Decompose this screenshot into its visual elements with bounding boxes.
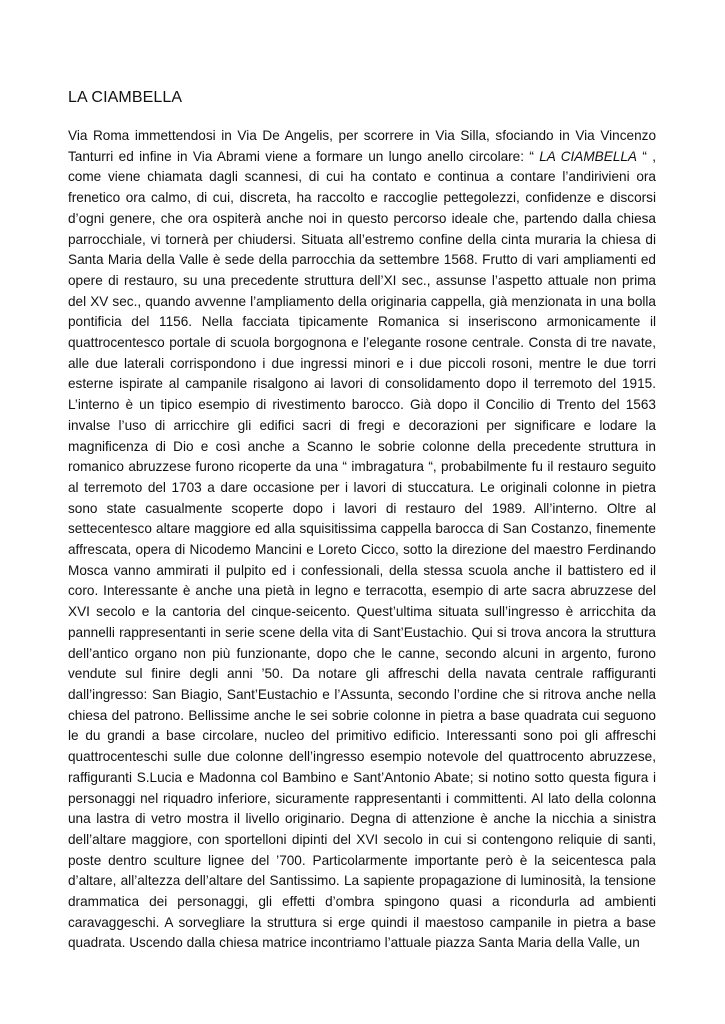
document-body — [68, 126, 656, 954]
body-text-intro: Via Roma immettendosi in Via De Angelis, per scorrere in Via Silla, sfociando in Via Vincenzo Tanturri ed infine in Via Abrami viene a formare un lungo anello circolare: “ — [68, 128, 656, 164]
body-text-main: “ , come viene chiamata dagli scannesi, di cui ha contato e continua a contare l’andirivieni ora frenetico ora calmo, di cui, discreta, ha raccolto e raccoglie pettegolezzi, confidenze e discorsi d’ogni genere, che ora ospiterà anche noi in questo percorso ideale che, partendo dalla chiesa parrocchiale, vi tornerà per chiudersi. Situata all’estremo confine della cinta muraria la chiesa di Santa Maria della Valle è sede della parrocchia da settembre 1568. Frutto di vari ampliamenti ed opere di restauro, su una precedente struttura dell’XI sec., assunse l’aspetto attuale non prima del XV sec., quando avvenne l’ampliamento della originaria cappella, già menzionata in una bolla pontificia del 1156. Nella facciata tipicamente Romanica si inseriscono armonicamente il quattrocentesco portale di scuola borgognona e l’elegante rosone centrale. Consta di tre navate, alle due laterali corrispondono i due ingressi minori e i due piccoli rosoni, mentre le due torri esterne ispirate al campanile risalgono ai lavori di consolidamento dopo il terremoto del 1915. L’interno è un tipico esempio di rivestimento barocco. Già dopo il Concilio di Trento del 1563 invalse l’uso di arricchire gli edifici sacri di fregi e decorazioni per significare e lodare la magnificenza di Dio e così anche a Scanno le sobrie colonne della precedente struttura in romanico abruzzese furono ricoperte da una “ imbragatura “, probabilmente fu il restauro seguito al terremoto del 1703 a dare occasione per i lavori di stuccatura. Le originali colonne in pietra sono state casualmente scoperte dopo i lavori di restauro del 1989. All’interno. Oltre al settecentesco altare maggiore ed alla squisitissima cappella barocca di San Costanzo, finemente affrescata, opera di Nicodemo Mancini e Loreto Cicco, sotto la direzione del maestro Ferdinando Mosca vanno ammirati il pulpito ed i confessionali, della stessa scuola anche il battistero ed il coro. Interessante è anche una pietà in legno e terracotta, esempio di arte sacra abruzzese del XVI secolo e la cantoria del cinque-seicento. Quest’ultima situata sull’ingresso è arricchita da pannelli rappresentanti in serie scene della vita di Sant’Eustachio. Qui si trova ancora la struttura dell’antico organo non più funzionante, dopo che le canne, secondo alcuni in argento, furono vendute sul finire degli anni ’50. Da notare gli affreschi della navata centrale raffiguranti dall’ingresso: San Biagio, Sant’Eustachio e l’Assunta, secondo l’ordine che si ritrova anche nella chiesa del patrono. Bellissime anche le sei sobrie colonne in pietra a base quadrata cui seguono le du grandi a base circolare, nucleo del primitivo edificio. Interessanti sono poi gli affreschi quattrocenteschi sulle due colonne dell’ingresso esempio notevole del quattrocento abruzzese, raffiguranti S.Lucia e Madonna col Bambino e Sant’Antonio Abate; si notino sotto questa figura i personaggi nel riquadro inferiore, sicuramente rappresentanti i committenti. Al lato della colonna una lastra di vetro mostra il livello originario. Degna di attenzione è anche la nicchia a sinistra dell’altare maggiore, con sportelloni dipinti del XVI secolo in cui si contengono reliquie di santi, poste dentro sculture lignee del ’700. Particolarmente importante però è la seicentesca pala d’altare, all’altezza dell’altare del Santissimo. La sapiente propagazione di luminosità, la tensione drammatica dei personaggi, gli effetti d’ombra spingono quasi a ricondurla ad ambienti caravaggeschi. A sorvegliare la struttura si erge quindi il maestoso campanile in pietra a base quadrata. Uscendo dalla chiesa matrice incontriamo l’attuale piazza Santa Maria della Valle, un — [68, 148, 656, 951]
body-text-quoted-name: LA CIAMBELLA — [539, 148, 638, 164]
document-page — [68, 88, 656, 954]
document-title: LA CIAMBELLA — [68, 89, 183, 106]
